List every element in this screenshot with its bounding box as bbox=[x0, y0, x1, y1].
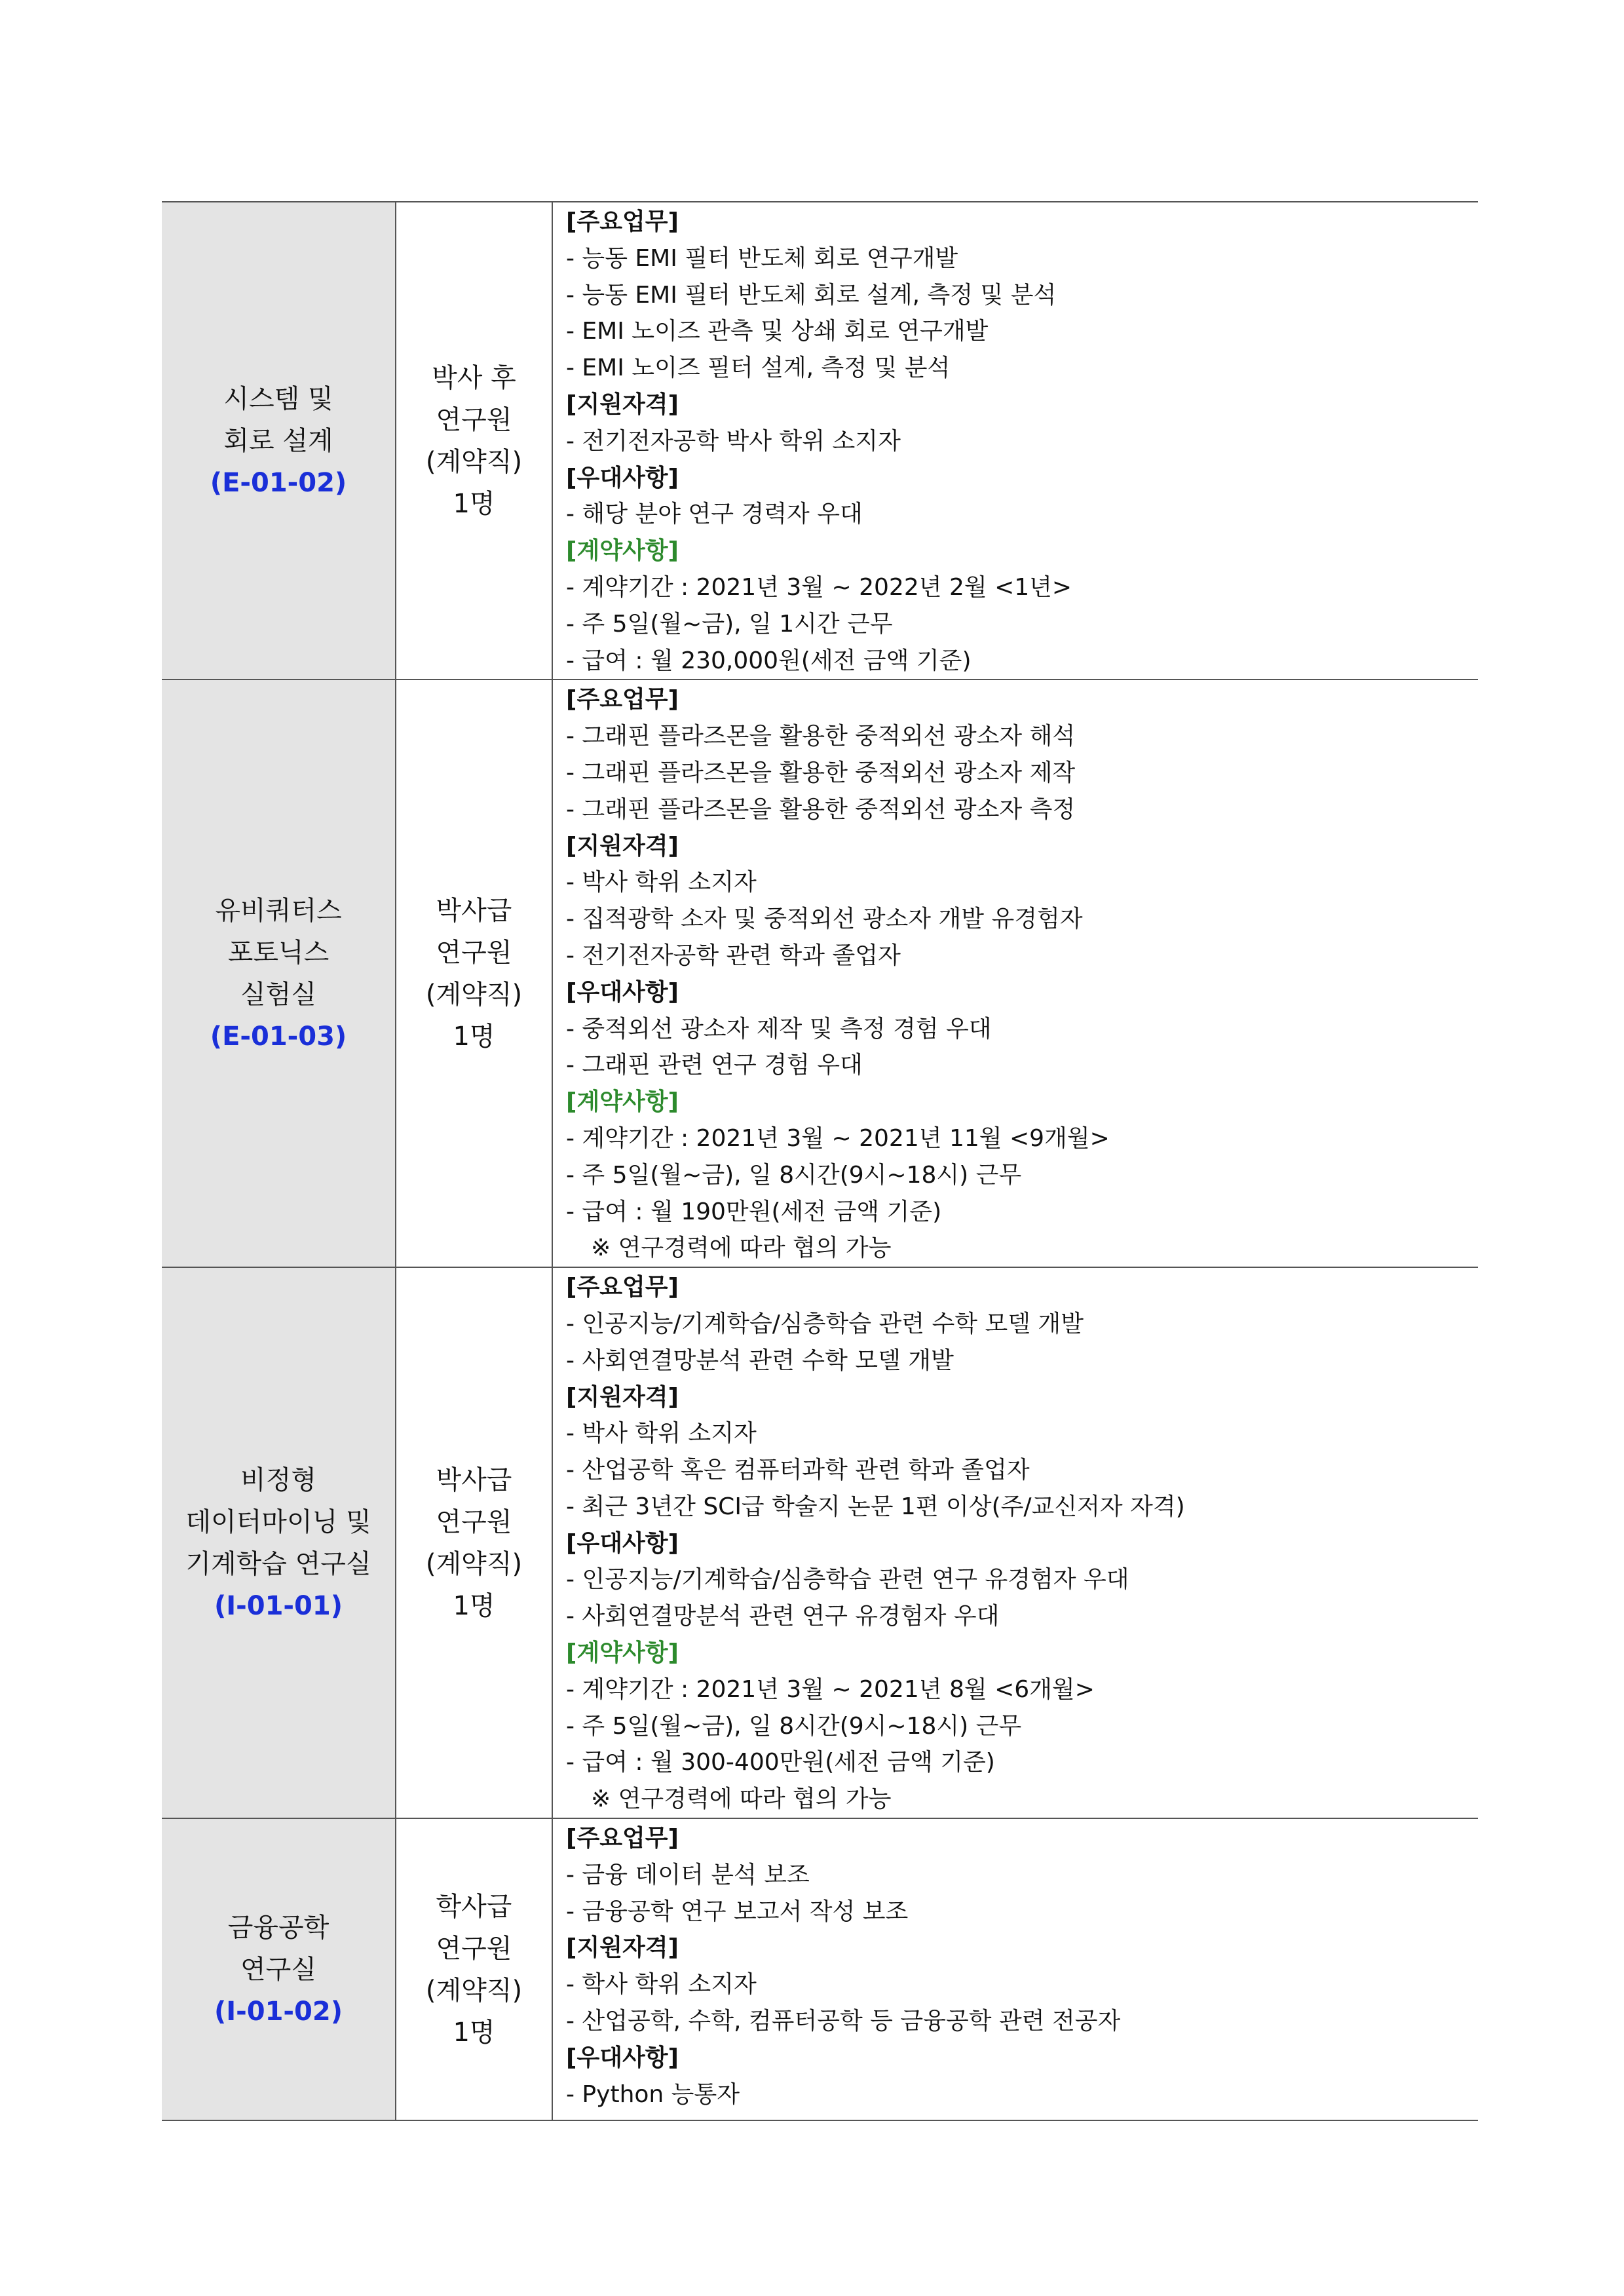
detail-line: - 전기전자공학 박사 학위 소지자 bbox=[566, 427, 901, 455]
table-row bbox=[162, 1818, 1478, 2120]
contract-line: - 계약기간 : 2021년 3월 ~ 2022년 2월 <1년> bbox=[566, 573, 1072, 601]
lab-code: (E-01-02) bbox=[210, 467, 347, 498]
lab-name-line: 금융공학 bbox=[227, 1912, 330, 1943]
position-line: (계약직) bbox=[425, 446, 523, 477]
position-line: 연구원 bbox=[436, 1506, 512, 1537]
position-cell bbox=[396, 202, 552, 679]
contract-line: - 계약기간 : 2021년 3월 ~ 2021년 11월 <9개월> bbox=[566, 1124, 1110, 1152]
lab-name-line: 포토닉스 bbox=[227, 937, 330, 968]
position-line: 연구원 bbox=[436, 404, 512, 435]
position-line: (계약직) bbox=[425, 1975, 523, 2006]
detail-cell bbox=[552, 202, 1478, 679]
detail-line: - 최근 3년간 SCI급 학술지 논문 1편 이상(주/교신저자 자격) bbox=[566, 1493, 1185, 1520]
detail-line: - 금융공학 연구 보고서 작성 보조 bbox=[566, 1898, 909, 1925]
lab-name-line: 실험실 bbox=[240, 979, 316, 1010]
lab-name-line: 기계학습 연구실 bbox=[185, 1548, 371, 1579]
position-cell bbox=[396, 1818, 552, 2120]
section-heading: [우대사항] bbox=[566, 1529, 679, 1557]
position-line: 학사급 bbox=[436, 1891, 512, 1922]
position-line: 박사급 bbox=[436, 895, 512, 926]
detail-line: - Python 능통자 bbox=[566, 2080, 740, 2108]
section-heading: [우대사항] bbox=[566, 464, 679, 491]
table-row bbox=[162, 202, 1478, 679]
contract-line: - 급여 : 월 230,000원(세전 금액 기준) bbox=[566, 647, 972, 674]
section-heading: [주요업무] bbox=[566, 686, 679, 714]
detail-line: - 금융 데이터 분석 보조 bbox=[566, 1861, 810, 1888]
section-heading: [주요업무] bbox=[566, 1274, 679, 1301]
contract-line: - 급여 : 월 190만원(세전 금액 기준) bbox=[566, 1198, 942, 1225]
position-cell bbox=[396, 679, 552, 1267]
table-row bbox=[162, 679, 1478, 1267]
lab-name-cell bbox=[162, 1267, 396, 1818]
detail-line: - 그래핀 플라즈몬을 활용한 중적외선 광소자 해석 bbox=[566, 723, 1076, 750]
position-line: 박사 후 bbox=[432, 362, 516, 393]
lab-name-line: 비정형 bbox=[240, 1464, 316, 1495]
section-heading: [우대사항] bbox=[566, 2044, 679, 2071]
detail-line: - 학사 학위 소지자 bbox=[566, 1971, 757, 1999]
lab-name-cell bbox=[162, 679, 396, 1267]
detail-line: - 집적광학 소자 및 중적외선 광소자 개발 유경험자 bbox=[566, 906, 1083, 933]
job-posting-table bbox=[162, 201, 1478, 2121]
section-heading: [우대사항] bbox=[566, 978, 679, 1006]
detail-cell bbox=[552, 1818, 1478, 2120]
detail-line: - 인공지능/기계학습/심층학습 관련 수학 모델 개발 bbox=[566, 1310, 1084, 1337]
detail-line: - 해당 분야 연구 경력자 우대 bbox=[566, 501, 863, 528]
position-line: 1명 bbox=[453, 488, 495, 519]
detail-line: - 능동 EMI 필터 반도체 회로 연구개발 bbox=[566, 244, 958, 272]
position-line: 1명 bbox=[453, 2017, 495, 2048]
position-cell bbox=[396, 1267, 552, 1818]
detail-line: - 그래핀 플라즈몬을 활용한 중적외선 광소자 측정 bbox=[566, 795, 1076, 823]
detail-line: - 산업공학 혹은 컴퓨터과학 관련 학과 졸업자 bbox=[566, 1457, 1030, 1484]
section-heading: [지원자격] bbox=[566, 832, 679, 860]
position-line: (계약직) bbox=[425, 1548, 523, 1579]
contract-heading: [계약사항] bbox=[566, 537, 679, 565]
position-line: (계약직) bbox=[425, 979, 523, 1010]
position-line: 연구원 bbox=[436, 937, 512, 968]
section-heading: [주요업무] bbox=[566, 208, 679, 235]
position-line: 연구원 bbox=[436, 1933, 512, 1964]
contract-note: ※ 연구경력에 따라 협의 가능 bbox=[591, 1234, 892, 1262]
lab-name-line: 데이터마이닝 및 bbox=[185, 1506, 371, 1537]
contract-note: ※ 연구경력에 따라 협의 가능 bbox=[591, 1786, 892, 1813]
lab-name-line: 유비쿼터스 bbox=[215, 895, 342, 926]
detail-line: - 박사 학위 소지자 bbox=[566, 1420, 757, 1447]
contract-line: - 급여 : 월 300-400만원(세전 금액 기준) bbox=[566, 1749, 995, 1776]
contract-line: - 주 5일(월~금), 일 8시간(9시~18시) 근무 bbox=[566, 1712, 1022, 1740]
lab-name-cell bbox=[162, 1818, 396, 2120]
contract-line: - 주 5일(월~금), 일 8시간(9시~18시) 근무 bbox=[566, 1161, 1022, 1189]
detail-line: - 산업공학, 수학, 컴퓨터공학 등 금융공학 관련 전공자 bbox=[566, 2008, 1121, 2035]
section-heading: [주요업무] bbox=[566, 1825, 679, 1852]
detail-line: - 사회연결망분석 관련 연구 유경험자 우대 bbox=[566, 1603, 1000, 1630]
lab-code: (E-01-03) bbox=[210, 1021, 347, 1052]
lab-code: (I-01-02) bbox=[214, 1996, 343, 2027]
detail-line: - EMI 노이즈 필터 설계, 측정 및 분석 bbox=[566, 354, 951, 382]
section-heading: [지원자격] bbox=[566, 391, 679, 418]
contract-heading: [계약사항] bbox=[566, 1088, 679, 1116]
detail-cell bbox=[552, 1267, 1478, 1818]
lab-name-line: 시스템 및 bbox=[223, 383, 333, 414]
detail-line: - 능동 EMI 필터 반도체 회로 설계, 측정 및 분석 bbox=[566, 281, 1057, 309]
contract-heading: [계약사항] bbox=[566, 1639, 679, 1667]
table-body bbox=[162, 202, 1478, 2120]
detail-line: - 전기전자공학 관련 학과 졸업자 bbox=[566, 942, 901, 969]
position-line: 1명 bbox=[453, 1590, 495, 1621]
lab-name-cell bbox=[162, 202, 396, 679]
lab-name-line: 회로 설계 bbox=[223, 425, 333, 456]
detail-line: - 그래핀 플라즈몬을 활용한 중적외선 광소자 제작 bbox=[566, 759, 1076, 786]
detail-cell bbox=[552, 679, 1478, 1267]
section-heading: [지원자격] bbox=[566, 1934, 679, 1962]
lab-code: (I-01-01) bbox=[214, 1590, 343, 1621]
contract-line: - 주 5일(월~금), 일 1시간 근무 bbox=[566, 610, 893, 638]
contract-line: - 계약기간 : 2021년 3월 ~ 2021년 8월 <6개월> bbox=[566, 1675, 1095, 1703]
position-line: 1명 bbox=[453, 1021, 495, 1052]
detail-line: - 사회연결망분석 관련 수학 모델 개발 bbox=[566, 1347, 954, 1374]
detail-line: - 박사 학위 소지자 bbox=[566, 869, 757, 896]
table-row bbox=[162, 1267, 1478, 1818]
detail-line: - 그래핀 관련 연구 경험 우대 bbox=[566, 1052, 863, 1079]
detail-line: - 중적외선 광소자 제작 및 측정 경험 우대 bbox=[566, 1015, 992, 1043]
lab-name-line: 연구실 bbox=[240, 1954, 316, 1985]
detail-line: - 인공지능/기계학습/심층학습 관련 연구 유경험자 우대 bbox=[566, 1566, 1129, 1594]
section-heading: [지원자격] bbox=[566, 1383, 679, 1411]
position-line: 박사급 bbox=[436, 1464, 512, 1495]
detail-line: - EMI 노이즈 관측 및 상쇄 회로 연구개발 bbox=[566, 318, 989, 345]
